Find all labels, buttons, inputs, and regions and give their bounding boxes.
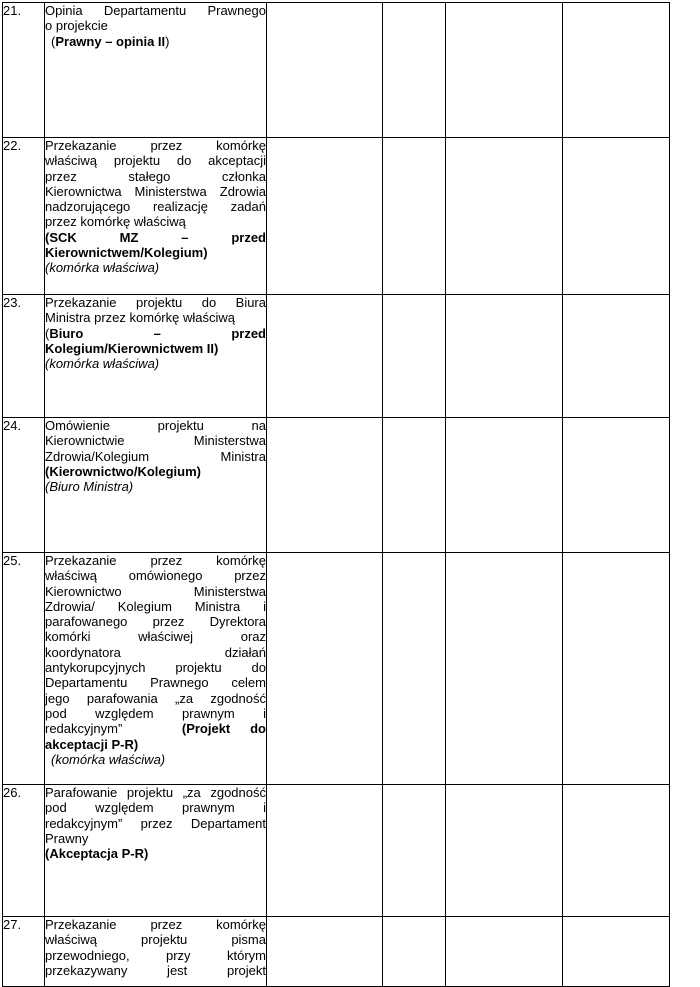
empty-cell <box>383 138 446 295</box>
description-line: jego parafowania „za zgodność <box>45 690 266 706</box>
empty-cell <box>446 295 563 418</box>
description-fragment: Biuro – przed <box>49 325 266 341</box>
description-line <box>45 34 266 49</box>
row-number: 25. <box>3 553 45 785</box>
table-row <box>3 138 670 295</box>
table-row <box>3 295 670 418</box>
description-fragment: ( <box>45 325 50 341</box>
empty-cell <box>563 917 670 987</box>
row-description <box>45 785 267 917</box>
description-line: (Biuro Ministra) <box>45 479 134 495</box>
description-line: Parafowanie projektu „za zgodność <box>45 785 266 800</box>
empty-cell <box>383 3 446 138</box>
description-line <box>45 326 266 341</box>
description-line: (komórka właściwa) <box>45 260 160 276</box>
description-line: (SCK MZ – przed <box>45 229 266 245</box>
empty-cell <box>383 917 446 987</box>
description-line: o projekcie <box>45 18 108 34</box>
description-line <box>45 721 266 736</box>
description-line: (komórka właściwa) <box>51 751 166 767</box>
description-line: Kierownictwem/Kolegium) <box>45 245 208 261</box>
description-line: pod względem prawnym i <box>45 800 266 816</box>
empty-cell <box>383 553 446 785</box>
description-line: (Kierownictwo/Kolegium) <box>45 463 201 479</box>
description-line: przez stałego członka <box>45 168 266 184</box>
empty-cell <box>563 3 670 138</box>
empty-cell <box>446 138 563 295</box>
description-line: właściwą projektu pisma <box>45 932 266 948</box>
description-line: antykorupcyjnych projektu do <box>45 660 266 676</box>
description-line: (Akceptacja P-R) <box>45 846 149 862</box>
description-line: Zdrowia/ Kolegium Ministra i <box>45 598 266 614</box>
empty-cell <box>446 3 563 138</box>
empty-cell <box>446 418 563 553</box>
row-description <box>45 3 267 138</box>
empty-cell <box>267 295 383 418</box>
row-number: 24. <box>3 418 45 553</box>
description-line: Przekazanie przez komórkę <box>45 553 266 568</box>
table-row <box>3 3 670 138</box>
empty-cell <box>563 138 670 295</box>
row-number: 21. <box>3 3 45 138</box>
description-line: Kierownictwie Ministerstwa <box>45 433 266 449</box>
row-description <box>45 917 267 987</box>
row-description <box>45 418 267 553</box>
description-line: Kolegium/Kierownictwem II) <box>45 340 219 356</box>
empty-cell <box>446 917 563 987</box>
row-description <box>45 138 267 295</box>
description-line: parafowanego przez Dyrektora <box>45 614 266 630</box>
procedure-table <box>2 2 670 987</box>
empty-cell <box>267 418 383 553</box>
description-line: Ministra przez komórkę właściwą <box>45 310 235 326</box>
description-line: przekazywany jest projekt <box>45 962 266 978</box>
table-row <box>3 553 670 785</box>
description-line: pod względem prawnym i <box>45 705 266 721</box>
empty-cell <box>446 785 563 917</box>
empty-cell <box>383 418 446 553</box>
empty-cell <box>563 785 670 917</box>
row-number: 23. <box>3 295 45 418</box>
empty-cell <box>267 917 383 987</box>
description-line: nadzorującego realizację zadań <box>45 199 266 215</box>
row-number: 22. <box>3 138 45 295</box>
description-fragment: redakcyjnym” <box>45 721 182 737</box>
empty-cell <box>446 553 563 785</box>
description-line: (komórka właściwa) <box>45 356 160 372</box>
table-row <box>3 785 670 917</box>
empty-cell <box>267 553 383 785</box>
description-line: przez komórkę właściwą <box>45 214 186 230</box>
description-line: Zdrowia/Kolegium Ministra <box>45 448 266 464</box>
description-line: właściwą omówionego przez <box>45 568 266 584</box>
empty-cell <box>563 418 670 553</box>
description-fragment: (Projekt do <box>181 721 266 737</box>
description-fragment: Prawny – opinia II <box>55 33 166 49</box>
description-line: Opinia Departamentu Prawnego <box>45 3 266 18</box>
empty-cell <box>563 295 670 418</box>
description-line: właściwą projektu do akceptacji <box>45 153 266 169</box>
empty-cell <box>267 785 383 917</box>
description-line: Przekazanie przez komórkę <box>45 138 266 153</box>
empty-cell <box>383 295 446 418</box>
description-fragment: ) <box>165 33 170 49</box>
description-line: Omówienie projektu na <box>45 418 266 433</box>
row-number: 27. <box>3 917 45 987</box>
table-row <box>3 917 670 987</box>
description-line: Kierownictwo Ministerstwa <box>45 583 266 599</box>
description-line: koordynatora działań <box>45 644 266 660</box>
table-row <box>3 418 670 553</box>
description-line: Prawny <box>45 830 89 846</box>
row-description <box>45 295 267 418</box>
empty-cell <box>267 138 383 295</box>
description-line: Departamentu Prawnego celem <box>45 675 266 691</box>
empty-cell <box>267 3 383 138</box>
description-line: Kierownictwa Ministerstwa Zdrowia <box>45 183 266 199</box>
row-description <box>45 553 267 785</box>
description-fragment: ( <box>51 33 56 49</box>
description-line: przewodniego, przy którym <box>45 947 266 963</box>
empty-cell <box>563 553 670 785</box>
description-line: redakcyjnym” przez Departament <box>45 815 266 831</box>
description-line: Przekazanie projektu do Biura <box>45 295 266 310</box>
description-line: akceptacji P-R) <box>45 736 139 752</box>
description-line: Przekazanie przez komórkę <box>45 917 266 932</box>
table-body <box>3 3 670 987</box>
row-number: 26. <box>3 785 45 917</box>
description-line: komórki właściwej oraz <box>45 629 266 645</box>
empty-cell <box>383 785 446 917</box>
